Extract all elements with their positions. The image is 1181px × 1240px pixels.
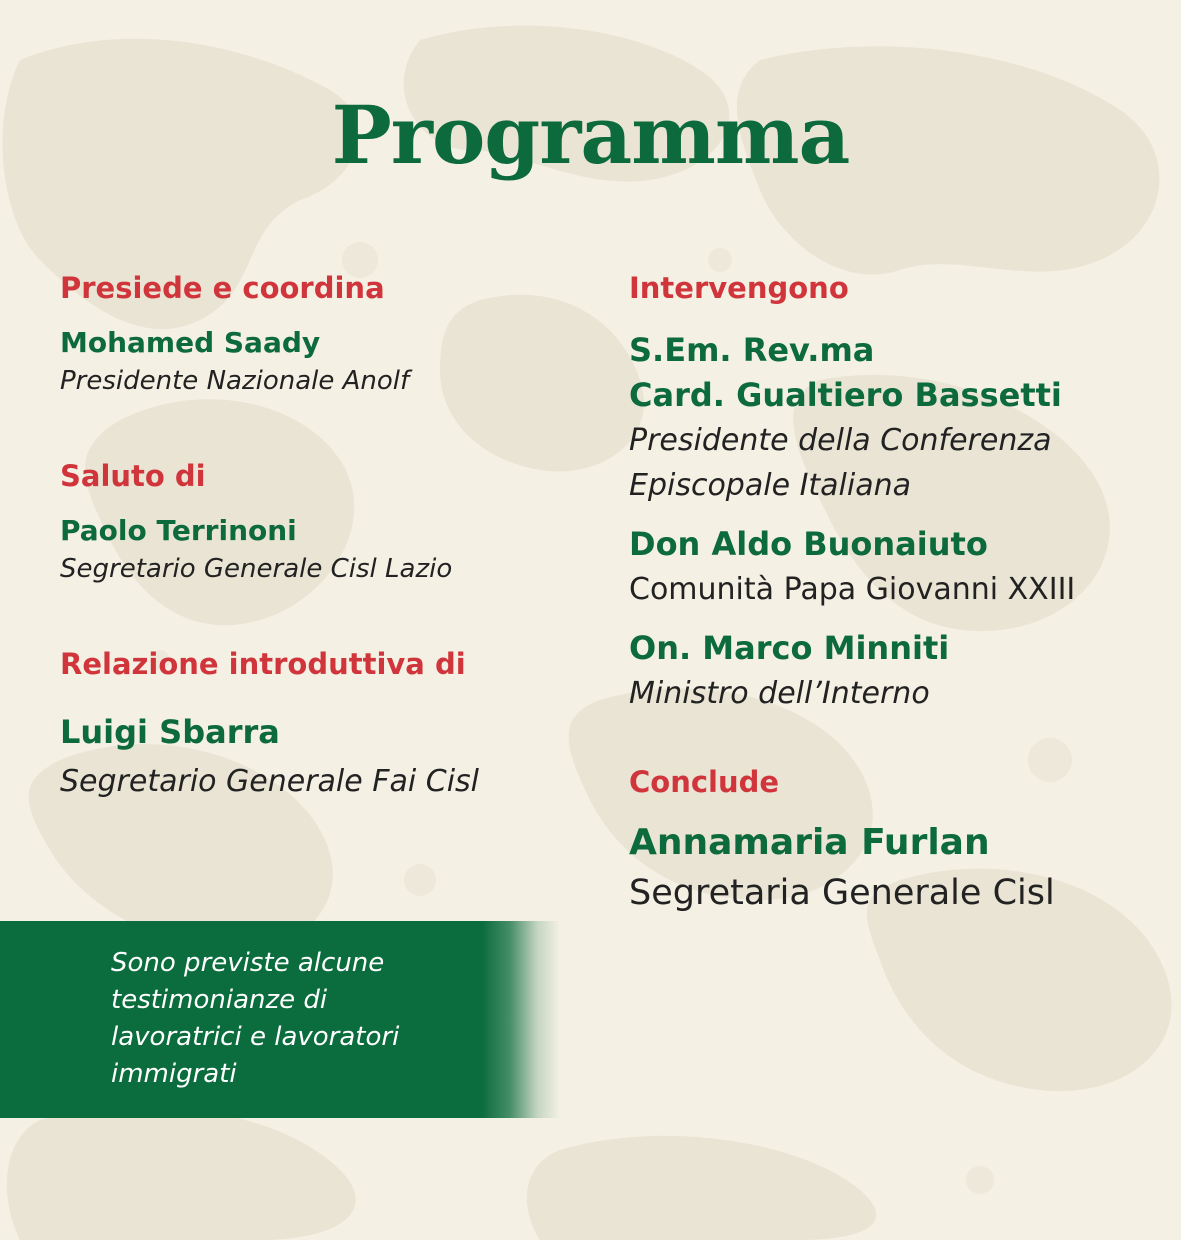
speaker-minniti — [629, 626, 1169, 716]
speaker-name-buonaiuto: Don Aldo Buonaiuto — [629, 525, 988, 563]
speaker-role-terrinoni: Segretario Generale Cisl Lazio — [60, 554, 453, 584]
section-relazione — [60, 644, 580, 804]
speaker-bassetti — [629, 328, 1169, 508]
speaker-role-sbarra: Segretario Generale Fai Cisl — [60, 764, 480, 799]
speaker-name-saady: Mohamed Saady — [60, 326, 321, 359]
speaker-role-bassetti-line1: Presidente della Conferenza — [629, 423, 1052, 458]
note-text — [111, 945, 441, 1093]
section-heading-intervengono: Intervengono — [629, 271, 849, 305]
note-line: Sono previste alcune — [111, 948, 385, 978]
speaker-name-furlan: Annamaria Furlan — [629, 822, 990, 863]
section-saluto — [60, 456, 580, 588]
page-title: Programma — [331, 88, 850, 182]
section-conclude — [629, 762, 1169, 918]
speaker-role-minniti: Ministro dell’Interno — [629, 676, 930, 711]
speaker-role-bassetti-line2: Episcopale Italiana — [629, 468, 912, 503]
speaker-role-buonaiuto: Comunità Papa Giovanni XXIII — [629, 572, 1076, 607]
speaker-name-terrinoni: Paolo Terrinoni — [60, 514, 297, 547]
note-line: testimonianze di — [111, 985, 328, 1015]
right-column — [629, 268, 1169, 918]
section-presiede — [60, 268, 580, 400]
section-intervengono — [629, 268, 1169, 716]
section-heading-saluto: Saluto di — [60, 459, 206, 493]
speaker-role-furlan: Segretaria Generale Cisl — [629, 873, 1055, 913]
speaker-name-sbarra: Luigi Sbarra — [60, 713, 280, 751]
section-heading-presiede: Presiede e coordina — [60, 271, 385, 305]
speaker-name-bassetti: Card. Gualtiero Bassetti — [629, 376, 1062, 414]
note-line: lavoratrici e lavoratori — [111, 1022, 400, 1052]
section-heading-conclude: Conclude — [629, 765, 780, 799]
note-box — [0, 921, 560, 1118]
speaker-title-bassetti: S.Em. Rev.ma — [629, 331, 875, 369]
left-column — [60, 268, 580, 804]
speaker-role-saady: Presidente Nazionale Anolf — [60, 366, 410, 396]
note-line: immigrati — [111, 1059, 237, 1089]
speaker-buonaiuto — [629, 522, 1169, 612]
speaker-name-minniti: On. Marco Minniti — [629, 629, 950, 667]
section-heading-relazione: Relazione introduttiva di — [60, 647, 466, 681]
